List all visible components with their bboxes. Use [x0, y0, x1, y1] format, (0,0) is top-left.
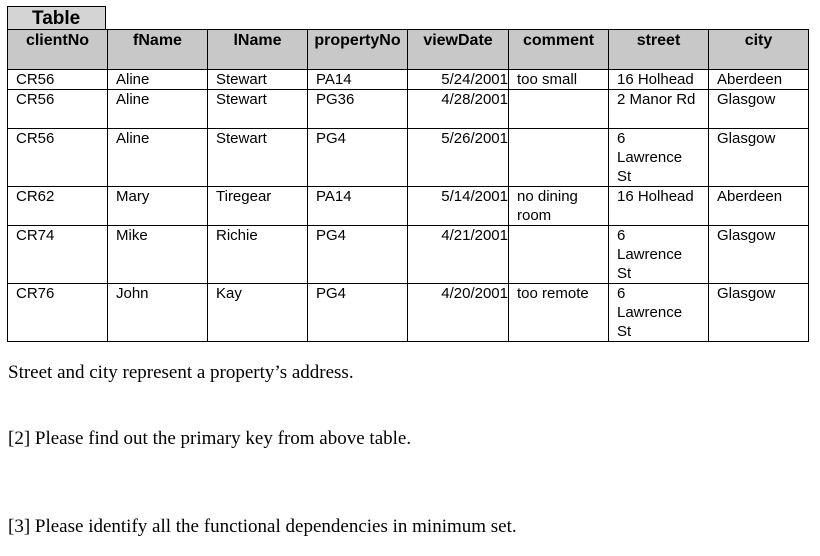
- table-cell: 6 Lawrence St: [609, 284, 709, 342]
- table-cell: Aline: [108, 90, 208, 129]
- table-cell: Glasgow: [709, 129, 809, 187]
- table-cell: Aberdeen: [709, 187, 809, 226]
- table-cell: PG4: [308, 226, 408, 284]
- table-cell: 2 Manor Rd: [609, 90, 709, 129]
- question-functional-dependencies: [3] Please identify all the functional dependencies in minimum set.: [8, 516, 517, 537]
- table-cell: too small: [509, 70, 609, 90]
- question-primary-key: [2] Please find out the primary key from above table.: [8, 428, 412, 449]
- column-header: fName: [108, 30, 208, 70]
- table-cell: Stewart: [208, 129, 308, 187]
- table-cell: [509, 90, 609, 129]
- table-cell: John: [108, 284, 208, 342]
- table-cell: 6 Lawrence St: [609, 129, 709, 187]
- column-header: propertyNo: [308, 30, 408, 70]
- table-header-row: [8, 30, 809, 70]
- table-cell: CR56: [8, 129, 108, 187]
- table-cell: CR74: [8, 226, 108, 284]
- table-cell: no dining room: [509, 187, 609, 226]
- table-cell: Stewart: [208, 90, 308, 129]
- column-header: clientNo: [8, 30, 108, 70]
- table-cell: Glasgow: [709, 226, 809, 284]
- table-cell: 16 Holhead: [609, 70, 709, 90]
- table-cell: Aline: [108, 129, 208, 187]
- column-header: viewDate: [408, 30, 509, 70]
- table-cell: Glasgow: [709, 284, 809, 342]
- table-row: [8, 90, 809, 129]
- table-cell: CR76: [8, 284, 108, 342]
- table-cell: Aline: [108, 70, 208, 90]
- table-cell: Glasgow: [709, 90, 809, 129]
- table-cell: PA14: [308, 187, 408, 226]
- table-cell: too remote: [509, 284, 609, 342]
- table-cell: PA14: [308, 70, 408, 90]
- table-cell: Kay: [208, 284, 308, 342]
- column-header: city: [709, 30, 809, 70]
- table-cell: 4/21/2001: [408, 226, 509, 284]
- table-row: [8, 187, 809, 226]
- column-header: comment: [509, 30, 609, 70]
- table-cell: PG36: [308, 90, 408, 129]
- table-cell: PG4: [308, 284, 408, 342]
- table-cell: [509, 226, 609, 284]
- table-cell: 4/20/2001: [408, 284, 509, 342]
- table-cell: 6 Lawrence St: [609, 226, 709, 284]
- address-note: Street and city represent a property’s address.: [8, 362, 354, 383]
- table-cell: 16 Holhead: [609, 187, 709, 226]
- column-header: street: [609, 30, 709, 70]
- data-table: [7, 29, 809, 342]
- column-header: lName: [208, 30, 308, 70]
- table-cell: CR62: [8, 187, 108, 226]
- table-cell: 5/26/2001: [408, 129, 509, 187]
- table-cell: 5/24/2001: [408, 70, 509, 90]
- table-label: Table: [7, 6, 106, 30]
- table-cell: CR56: [8, 90, 108, 129]
- table-cell: 5/14/2001: [408, 187, 509, 226]
- table-cell: Aberdeen: [709, 70, 809, 90]
- table-cell: CR56: [8, 70, 108, 90]
- table-cell: Stewart: [208, 70, 308, 90]
- table-row: [8, 284, 809, 342]
- table-cell: Mike: [108, 226, 208, 284]
- table-row: [8, 70, 809, 90]
- table-cell: PG4: [308, 129, 408, 187]
- table-row: [8, 129, 809, 187]
- table-cell: Richie: [208, 226, 308, 284]
- table-cell: 4/28/2001: [408, 90, 509, 129]
- table-cell: Mary: [108, 187, 208, 226]
- table-cell: [509, 129, 609, 187]
- table-row: [8, 226, 809, 284]
- table-cell: Tiregear: [208, 187, 308, 226]
